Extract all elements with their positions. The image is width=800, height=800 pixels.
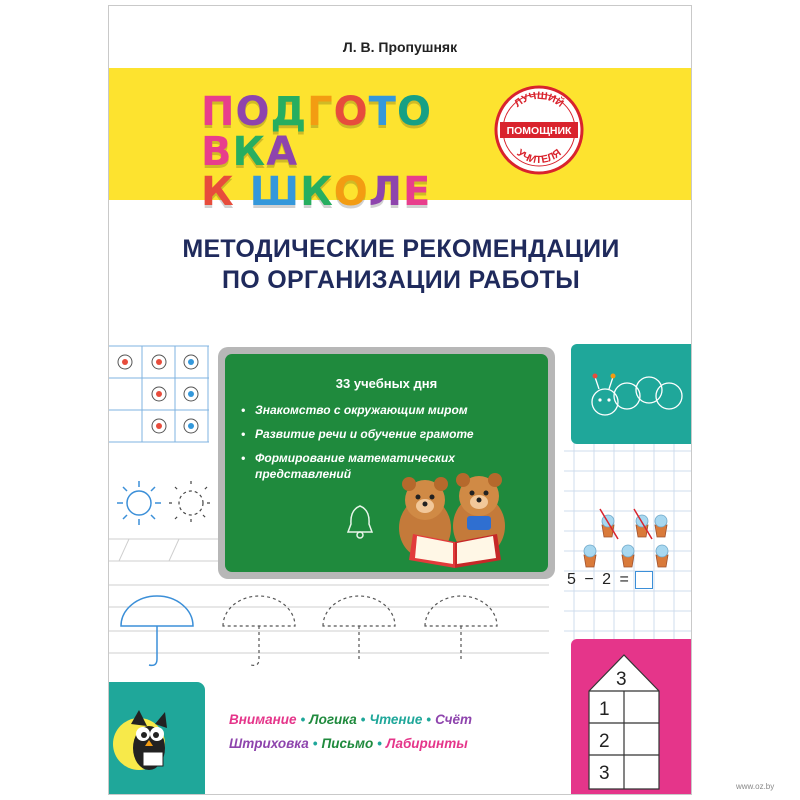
separator-dot: • — [426, 712, 432, 727]
skills-list — [229, 708, 569, 756]
series-title-letter: О — [333, 89, 369, 135]
book-title-line2: ПО ОРГАНИЗАЦИИ РАБОТЫ — [221, 266, 580, 294]
series-title-letter — [235, 172, 250, 212]
chalkboard — [225, 354, 548, 572]
house-number-top: 3 — [616, 669, 627, 690]
bell-icon — [343, 502, 377, 542]
house-number: 2 — [599, 731, 610, 752]
owl-card — [109, 682, 205, 795]
house-number: 3 — [599, 763, 610, 784]
series-title-letter: О — [235, 89, 271, 135]
series-title-letter: Л — [368, 169, 404, 215]
best-helper-seal — [494, 85, 584, 175]
seal-bottom-text: УЧИТЕЛЯ — [514, 146, 564, 167]
series-title-line2 — [201, 169, 461, 215]
series-title-letter: Ш — [249, 169, 301, 215]
series-title-letter: Е — [403, 169, 432, 215]
skill-label: Письмо — [321, 736, 374, 751]
series-title-letter: О — [333, 169, 369, 215]
sun-icon — [117, 481, 161, 525]
answer-box — [635, 571, 653, 589]
skill-label: Внимание — [229, 712, 297, 727]
series-title-letter: Т — [368, 89, 397, 135]
separator-dot: • — [300, 712, 306, 727]
series-title-letter: В — [201, 129, 233, 175]
caterpillar-card — [571, 344, 692, 444]
seal-middle-text: ПОМОЩНИК — [506, 125, 572, 137]
study-days-heading: 33 учебных дня — [335, 376, 438, 391]
house-number: 1 — [599, 699, 610, 720]
topic-item: • Знакомство с окружающим миром — [241, 402, 541, 418]
series-title-letter: Г — [307, 89, 334, 135]
skill-label: Счёт — [435, 712, 473, 727]
store-watermark: www.oz.by — [736, 782, 775, 791]
math-grid — [564, 441, 692, 641]
separator-dot: • — [312, 736, 318, 751]
skill-label: Чтение — [369, 712, 423, 727]
series-title-letter: К — [201, 169, 235, 215]
sun-dashed-icon — [169, 481, 213, 525]
caterpillar-icon — [571, 344, 692, 444]
number-house-card — [571, 639, 692, 795]
owl-icon — [109, 682, 205, 795]
seal-top-text: ЛУЧШИЙ — [512, 89, 566, 110]
bears-reading-image — [385, 472, 525, 570]
separator-dot: • — [377, 736, 382, 751]
author-name: Л. В. Пропушняк — [342, 39, 458, 55]
topic-item: • Формирование математических представлений — [241, 450, 541, 482]
skill-label: Штриховка — [229, 736, 309, 751]
series-title-line1 — [201, 89, 461, 175]
series-title-letter: Д — [270, 89, 308, 135]
book-title — [129, 234, 673, 296]
bird-icon — [118, 355, 198, 433]
series-title-letter: А — [266, 129, 299, 175]
topic-item: • Развитие речи и обучение грамоте — [241, 426, 541, 442]
skill-label: Лабиринты — [386, 736, 468, 751]
separator-dot: • — [360, 712, 366, 727]
math-equation — [567, 571, 653, 589]
book-title-line1: МЕТОДИЧЕСКИЕ РЕКОМЕНДАЦИИ — [182, 235, 620, 263]
series-title-letter: К — [300, 169, 334, 215]
book-cover — [108, 5, 692, 795]
equation-text: 5 − 2 = — [567, 571, 631, 589]
skill-label: Логика — [309, 712, 357, 727]
series-title — [201, 89, 461, 215]
series-title-letter: К — [232, 129, 267, 175]
series-title-letter: П — [201, 89, 236, 135]
series-title-letter: О — [396, 89, 432, 135]
